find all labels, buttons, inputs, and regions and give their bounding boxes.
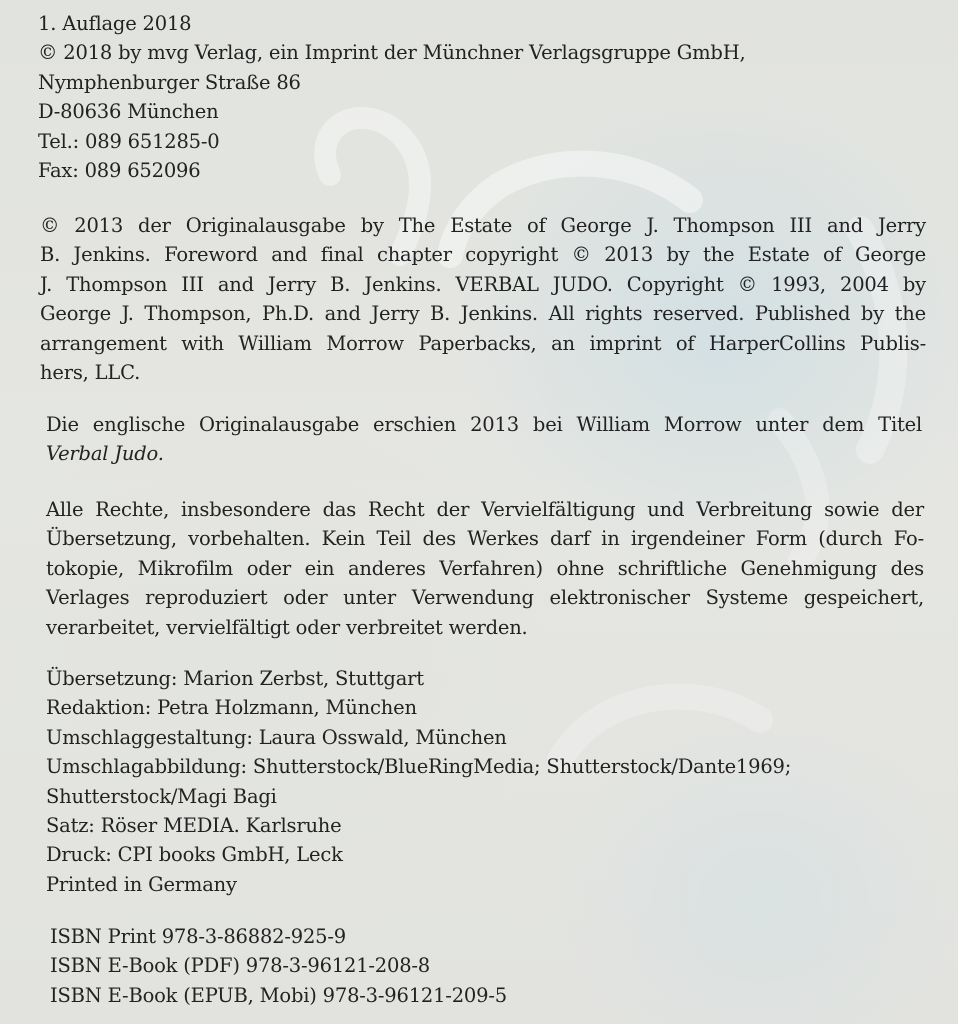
isbn-line: ISBN E-Book (PDF) 978-3-96121-208-8 [50,954,431,978]
rights-line: tokopie, Mikrofilm oder ein anderes Verfahren) ohne schriftliche Genehmigung des [46,556,924,580]
credit-line: Satz: Röser MEDIA. Karlsruhe [46,814,342,838]
original-edition-block [46,410,922,469]
rights-line: verarbeitet, vervielfältigt oder verbreitet werden. [46,615,528,639]
rights-line: Verlages reproduziert oder unter Verwendung elektronischer Systeme gespeichert, [46,586,924,610]
credit-line: Shutterstock/Magi Bagi [46,784,277,808]
copyright-line: © 2013 der Originalausgabe by The Estate of George J. Thompson III and Jerry [40,214,926,237]
rights-reserved-block [46,495,924,642]
production-credits-block [46,664,934,899]
credit-line: Umschlagabbildung: Shutterstock/BlueRingMedia; Shutterstock/Dante1969; [46,755,792,779]
credit-line: Druck: CPI books GmbH, Leck [46,843,343,867]
imprint-line: Fax: 089 652096 [38,159,201,183]
original-title: Verbal Judo. [46,442,164,466]
isbn-line: ISBN Print 978-3-86882-925-9 [50,925,346,948]
publisher-imprint-block [38,9,926,185]
rights-line: Übersetzung, vorbehalten. Kein Teil des Werkes darf in irgendeiner Form (durch Fo- [46,527,924,551]
isbn-line: ISBN E-Book (EPUB, Mobi) 978-3-96121-209-5 [50,983,507,1007]
copyright-line: George J. Thompson, Ph.D. and Jerry B. Jenkins. All rights reserved. Published by the [40,302,926,326]
imprint-line: D-80636 München [38,100,219,124]
rights-line: Alle Rechte, insbesondere das Recht der Vervielfältigung und Verbreitung sowie der [46,498,924,521]
imprint-line: © 2018 by mvg Verlag, ein Imprint der Münchner Verlagsgruppe GmbH, [38,41,746,65]
copyright-line: J. Thompson III and Jerry B. Jenkins. VERBAL JUDO. Copyright © 1993, 2004 by [40,272,926,296]
original-edition-line: Die englische Originalausgabe erschien 2013 bei William Morrow unter dem Titel [46,413,922,436]
copyright-line: B. Jenkins. Foreword and final chapter copyright © 2013 by the Estate of George [40,243,926,267]
copyright-line: hers, LLC. [40,361,141,385]
credit-line: Umschlaggestaltung: Laura Osswald, München [46,725,507,749]
copyright-line: arrangement with William Morrow Paperbacks, an imprint of HarperCollins Publis- [40,331,926,355]
imprint-line: 1. Auflage 2018 [38,12,192,35]
credit-line: Übersetzung: Marion Zerbst, Stuttgart [46,667,424,690]
credit-line: Printed in Germany [46,872,237,896]
imprint-line: Nymphenburger Straße 86 [38,70,301,94]
copyright-notice-block [40,211,926,387]
isbn-block [50,922,938,1010]
credit-line: Redaktion: Petra Holzmann, München [46,696,417,720]
imprint-line: Tel.: 089 651285-0 [38,129,220,153]
